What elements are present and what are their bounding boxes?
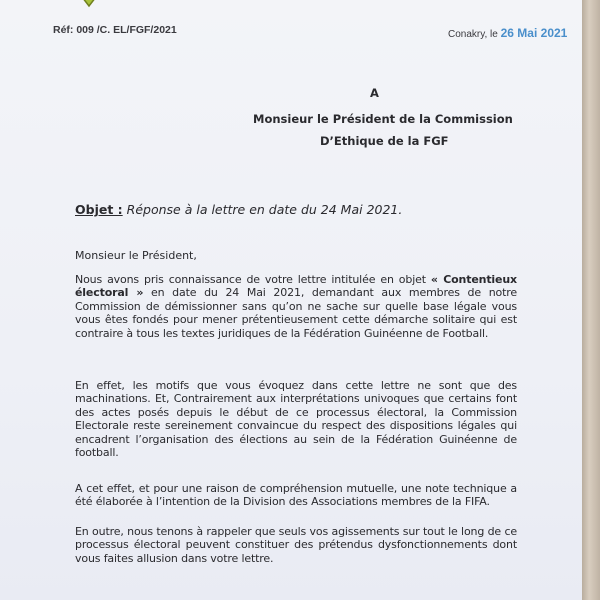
- body-paragraph: A cet effet, et pour une raison de compréhension mutuelle, une note technique a été élaborée à l’intention de la Division des Associations membres de la FIFA.: [75, 482, 517, 509]
- body-paragraph: En effet, les motifs que vous évoquez dans cette lettre ne sont que des machinations. Et, Contrairement aux interprétations univoques que certains font des actes posés depuis le début de ce processus électoral, la Commission Electorale reste sereinement convaincue du respect des dispositions légales qui encadrent l’organisation des élections au sein de la Fédération Guinéenne de football.: [75, 379, 517, 460]
- body-paragraph: En outre, nous tenons à rappeler que seuls vos agissements sur tout le long de ce processus électoral peuvent constituer des prétendus dysfonctionnements dont vous faites allusion dans votre lettre.: [75, 525, 517, 565]
- salutation: Monsieur le Président,: [75, 249, 197, 262]
- place-prefix: Conakry, le: [448, 29, 498, 40]
- subject-text: Réponse à la lettre en date du 24 Mai 2021.: [126, 202, 403, 217]
- addressee-line: Monsieur le Président de la Commission: [253, 112, 513, 126]
- addressee-line: D’Ethique de la FGF: [320, 134, 449, 148]
- quoted-title: « Contentieux électoral »: [75, 273, 517, 300]
- body-paragraph: [75, 273, 517, 340]
- subject-line: [75, 202, 402, 217]
- paragraph-text: en date du 24 Mai 2021, demandant aux membres de notre Commission de démissionner sans qu’on ne sache sur quelle base légale vous vous êtes fondés pour mener prétentieusement cette démarche solitaire qui est contraire à tous les textes juridiques de la Fédération Guinéenne de Football.: [75, 286, 518, 340]
- reference-number: Réf: 009 /C. EL/FGF/2021: [53, 24, 177, 36]
- addressee-prefix: A: [370, 86, 379, 100]
- place-and-date: [448, 26, 567, 40]
- fgf-logo-icon: [72, 0, 106, 8]
- subject-label: Objet :: [75, 202, 123, 217]
- letter-date: 26 Mai 2021: [500, 26, 568, 40]
- background-surface: [582, 0, 600, 600]
- paragraph-text: Nous avons pris connaissance de votre lettre intitulée en objet: [75, 273, 431, 286]
